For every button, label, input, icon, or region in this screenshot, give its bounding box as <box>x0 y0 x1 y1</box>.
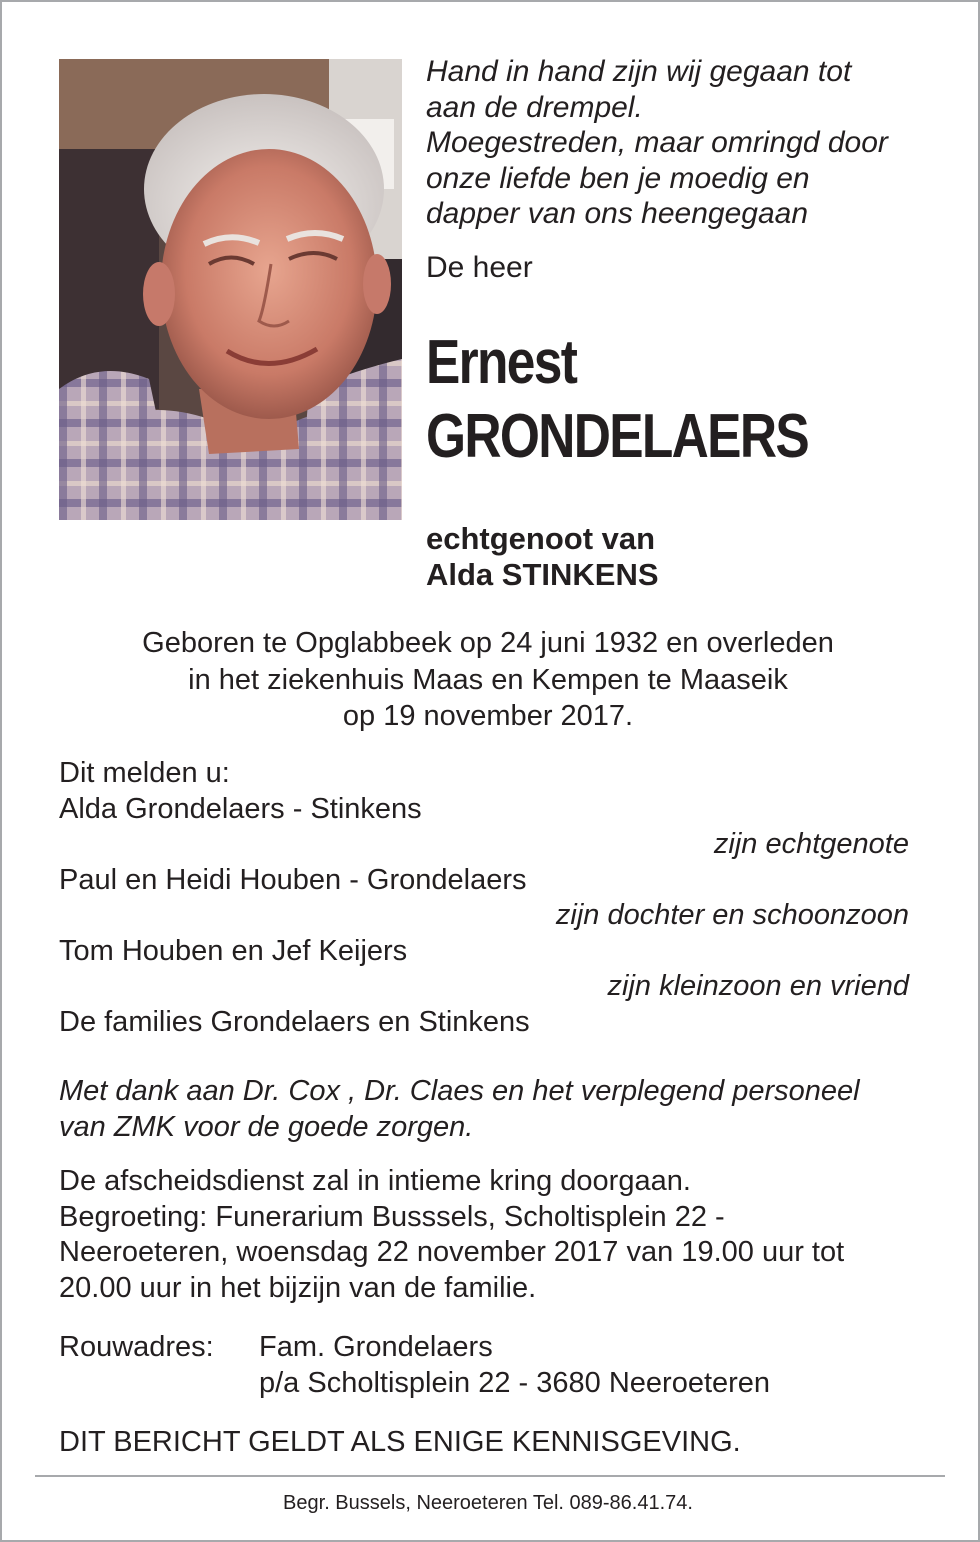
thanks-line: Met dank aan Dr. Cox , Dr. Claes en het verplegend personeel <box>59 1075 860 1107</box>
service-line: De afscheidsdienst zal in intieme kring doorgaan. <box>59 1165 691 1197</box>
address-line: p/a Scholtisplein 22 - 3680 Neeroeteren <box>259 1367 771 1399</box>
portrait-photo <box>59 59 402 520</box>
funeral-home-footer: Begr. Bussels, Neeroeteren Tel. 089-86.41.74. <box>283 1492 693 1514</box>
announcer-names: Alda Grondelaers - Stinkens <box>59 792 422 825</box>
deceased-last-name: GRONDELAERS <box>426 402 809 471</box>
poem-line: aan de drempel. <box>426 90 643 124</box>
birth-line: op 19 november 2017. <box>342 700 634 732</box>
birth-death-details <box>0 625 976 735</box>
poem <box>426 54 926 232</box>
divider <box>35 1475 945 1477</box>
announcement <box>59 756 909 1040</box>
poem-line: onze liefde ben je moedig en <box>426 161 810 195</box>
announcer-relation: zijn echtgenote <box>713 828 909 860</box>
service-details <box>59 1164 929 1306</box>
birth-line: in het ziekenhuis Maas en Kempen te Maaseik <box>188 663 788 696</box>
deceased-first-name: Ernest <box>426 328 577 397</box>
announcer-relation: zijn dochter en schoonzoon <box>555 899 909 931</box>
deceased-name <box>426 326 808 474</box>
spouse-name: Alda STINKENS <box>426 557 659 592</box>
poem-line: Hand in hand zijn wij gegaan tot <box>426 55 852 88</box>
honorific: De heer <box>426 251 533 284</box>
thanks-line: van ZMK voor de goede zorgen. <box>59 1111 474 1143</box>
service-line: Begroeting: Funerarium Busssels, Scholtisplein 22 - <box>59 1200 725 1233</box>
announcer-names: Paul en Heidi Houben - Grondelaers <box>59 863 527 896</box>
poem-line: dapper van ons heengegaan <box>426 197 809 230</box>
spouse-block <box>426 521 659 593</box>
announcement-intro: Dit melden u: <box>59 757 230 789</box>
poem-line: Moegestreden, maar omringd door <box>426 126 888 159</box>
spouse-relation: echtgenoot van <box>426 521 656 556</box>
address-label: Rouwadres: <box>59 1331 214 1363</box>
address-lines <box>259 1329 770 1401</box>
thanks-note <box>59 1073 929 1145</box>
notice: DIT BERICHT GELDT ALS ENIGE KENNISGEVING. <box>59 1426 741 1458</box>
announcer-names: De families Grondelaers en Stinkens <box>59 1005 530 1038</box>
address-line: Fam. Grondelaers <box>259 1331 493 1363</box>
announcer-names: Tom Houben en Jef Keijers <box>59 934 408 967</box>
announcer-relation: zijn kleinzoon en vriend <box>607 970 909 1002</box>
service-line: 20.00 uur in het bijzijn van de familie. <box>59 1271 537 1304</box>
service-line: Neeroeteren, woensdag 22 november 2017 van 19.00 uur tot <box>59 1236 845 1268</box>
birth-line: Geboren te Opglabbeek op 24 juni 1932 en overleden <box>142 627 834 659</box>
portrait-photo-graphic <box>59 59 402 520</box>
